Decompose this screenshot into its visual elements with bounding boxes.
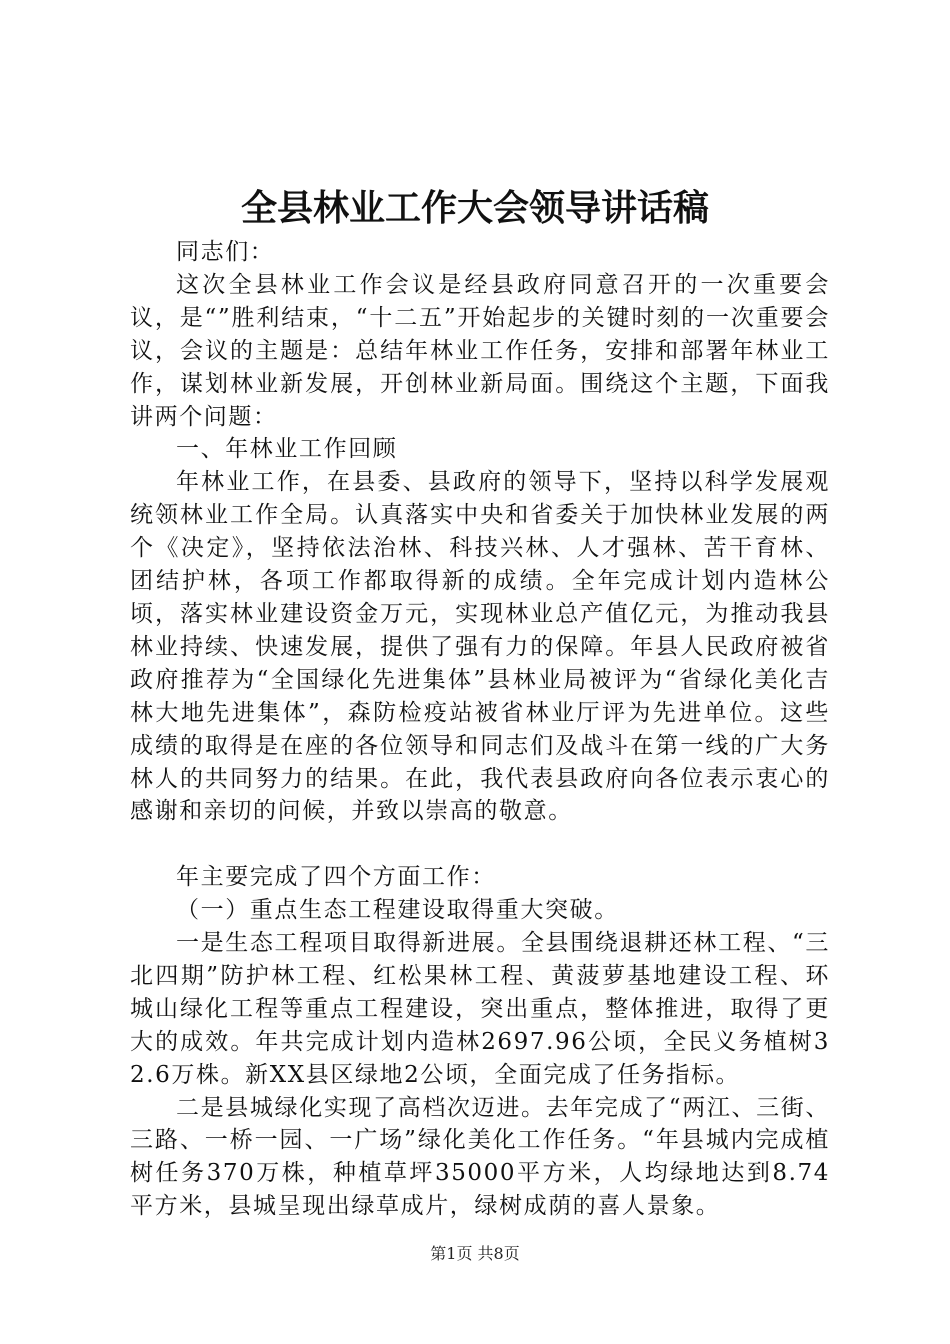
salutation: 同志们： [176, 239, 275, 265]
paragraph-review: 年林业工作，在县委、县政府的领导下，坚持以科学发展观统领林业工作全局。认真落实中央和省委关于加快林业发展的两个《决定》，坚持依法治林、科技兴林、人才强林、苦干育林、团结护林，各项工作都取得新的成绩。全年完成计划内造林公顷，落实林业建设资金万元，实现林业总产值亿元，为推动我县林业持续、快速发展，提供了强有力的保障。年县人民政府被省政府推荐为“全国绿化先进集体”县林业局被评为“省绿化美化吉林大地先进集体”，森防检疫站被省林业厅评为先进单位。这些成绩的取得是在座的各位领导和同志们及战斗在第一线的广大务林人的共同努力的结果。在此，我代表县政府向各位表示衷心的感谢和亲切的问候，并致以崇高的敬意。 [130, 469, 830, 825]
subheading-ecological-projects: （一）重点生态工程建设取得重大突破。 [176, 897, 619, 924]
paragraph-point-one: 一是生态工程项目取得新进展。全县围绕退耕还林工程、“三北四期”防护林工程、红松果林工程、黄菠萝基地建设工程、环城山绿化工程等重点工程建设，突出重点，整体推进，取得了更大的成效。年共完成计划内造林2697.96公顷，全民义务植树32.6万株。新XX县区绿地2公顷，全面完成了任务指标。 [130, 930, 830, 1088]
paragraph-point-two: 二是县城绿化实现了高档次迈进。去年完成了“两江、三街、三路、一桥一园、一广场”绿化美化工作任务。“年县城内完成植树任务370万株，种植草坪35000平方米，人均绿地达到8.74平方米，县城呈现出绿草成片，绿树成荫的喜人景象。 [130, 1094, 830, 1220]
paragraph-four-aspects: 年主要完成了四个方面工作： [176, 864, 496, 891]
document-body [130, 236, 830, 1223]
document-title: 全县林业工作大会领导讲话稿 [240, 187, 709, 229]
section-heading-review: 一、年林业工作回顾 [176, 436, 398, 463]
paragraph-intro: 这次全县林业工作会议是经县政府同意召开的一次重要会议，是“”胜利结束，“十二五”开始起步的关键时刻的一次重要会议，会议的主题是：总结年林业工作任务，安排和部署年林业工作，谋划林业新发展，开创林业新局面。围绕这个主题，下面我讲两个问题： [130, 271, 830, 430]
page-footer: 第1页 共8页 [430, 1244, 520, 1263]
